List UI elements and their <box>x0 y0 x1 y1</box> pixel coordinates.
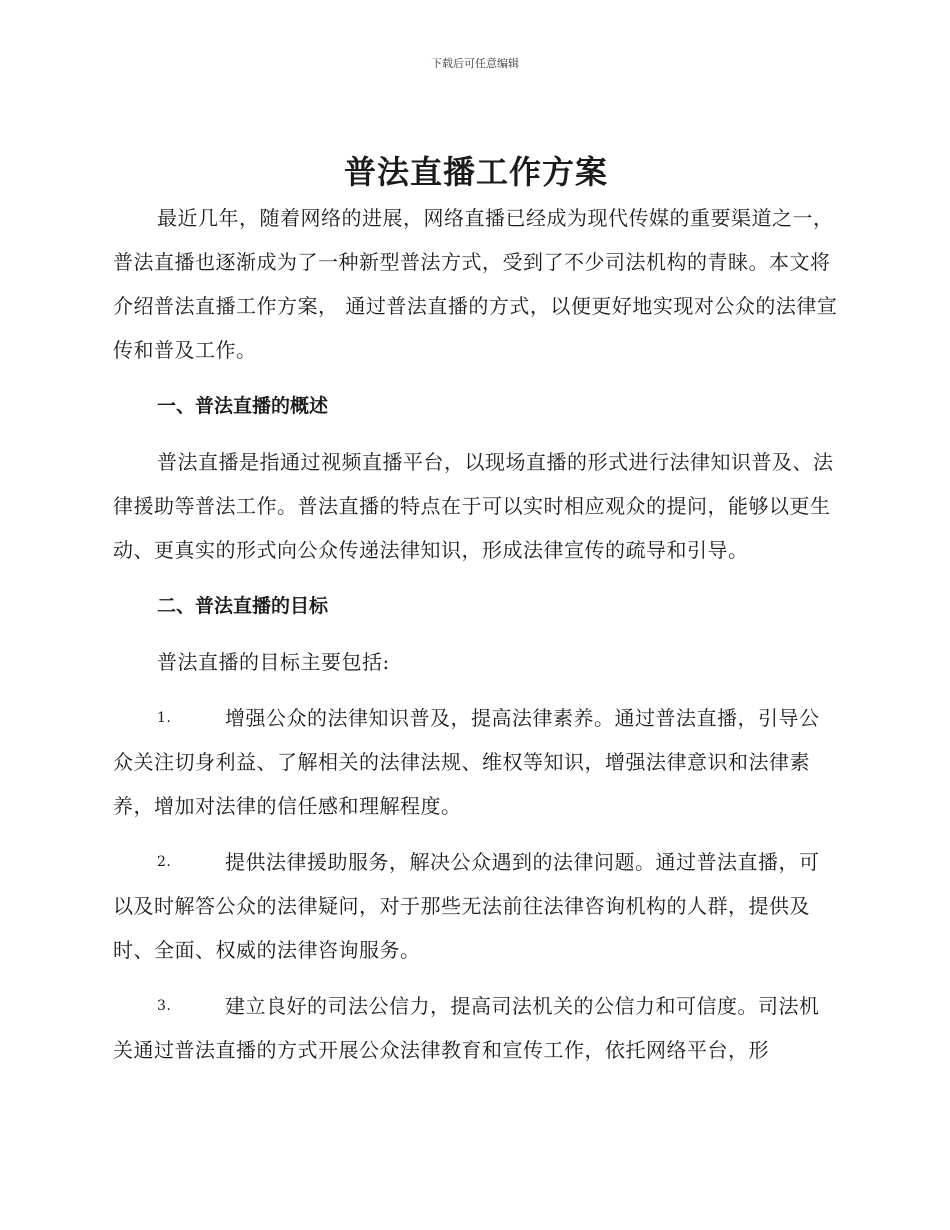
goal-text: 提供法律援助服务，解决公众遇到的法律问题。通过普法直播，可以及时解答公众的法律疑问，对于那些无法前往法律咨询机构的人群，提供及时、全面、权威的法律咨询服务。 <box>113 850 820 962</box>
goal-item <box>113 696 839 828</box>
goal-text: 建立良好的司法公信力，提高司法机关的公信力和可信度。司法机关通过普法直播的方式开展公众法律教育和宣传工作，依托网络平台，形 <box>113 994 820 1062</box>
goal-text: 增强公众的法律知识普及，提高法律素养。通过普法直播，引导公众关注切身利益、了解相关的法律法规、维权等知识，增强法律意识和法律素养，增加对法律的信任感和理解程度。 <box>113 706 820 818</box>
goal-item <box>113 840 839 972</box>
section-paragraph-goals: 普法直播的目标主要包括: <box>157 650 390 674</box>
document-title: 普法直播工作方案 <box>343 153 608 191</box>
section-heading-goals: 二、普法直播的目标 <box>157 595 329 617</box>
header-note: 下载后可任意编辑 <box>431 57 519 70</box>
intro-paragraph: 最近几年，随着网络的进展，网络直播已经成为现代传媒的重要渠道之一，普法直播也逐渐成为了一种新型普法方式，受到了不少司法机构的青睐。本文将介绍普法直播工作方案， 通过普法直播的方式，以便更好地实现对公众的法律宣传和普及工作。 <box>113 206 838 362</box>
goal-item <box>113 984 839 1072</box>
section-paragraph-overview: 普法直播是指通过视频直播平台，以现场直播的形式进行法律知识普及、法律援助等普法工作。普法直播的特点在于可以实时相应观众的提问，能够以更生动、更真实的形式向公众传递法律知识，形成法律宣传的疏导和引导。 <box>113 450 834 562</box>
section-heading-overview: 一、普法直播的概述 <box>157 395 329 417</box>
goal-number: 2. <box>157 854 172 870</box>
document-body <box>113 150 839 1072</box>
goal-number: 3. <box>157 998 172 1014</box>
goal-number: 1. <box>157 710 172 726</box>
